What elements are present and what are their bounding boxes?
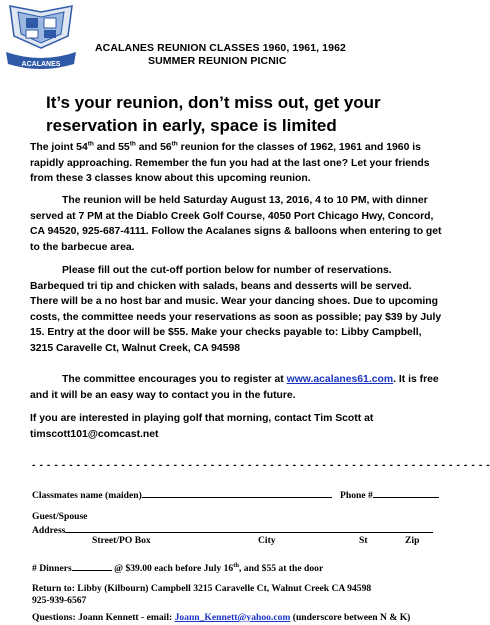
register-paragraph: The committee encourages you to register at www.acalanes61.com. It is free and it will be an easy way to contact you in the future. bbox=[30, 374, 439, 401]
city-label: City bbox=[258, 535, 276, 546]
guest-label: Guest/Spouse bbox=[32, 511, 88, 522]
headline: It’s your reunion, don’t miss out, get your reservation in early, space is limited bbox=[46, 93, 381, 135]
phone-field[interactable] bbox=[373, 488, 439, 498]
header-subtitle: SUMMER REUNION PICNIC bbox=[148, 55, 287, 67]
return-address-line: Return to: Libby (Kilbourn) Campbell 3215 Caravelle Ct, Walnut Creek CA 94598 bbox=[32, 583, 372, 594]
questions-email-link[interactable]: Joann_Kennett@yahoo.com bbox=[174, 612, 291, 623]
classmates-label: Classmates name (maiden) bbox=[32, 490, 142, 501]
cut-line: - - - - - - - - - - - - - - - - - - - - - - - - - - - - - - - - - - - - - - - - - - - - - - - - - - - - - - - - - - - - - - bbox=[32, 460, 490, 471]
event-paragraph: The reunion will be held Saturday August 13, 2016, 4 to 10 PM, with dinner served at 7 PM at the Diablo Creek Golf Course, 4050 Port Chicago Hwy, Concord, CA 94520, 925-687-4111. Follow the Acalanes signs & balloons when entering to get to the barbecue area. bbox=[30, 195, 442, 253]
classmates-name-field[interactable] bbox=[142, 488, 332, 498]
header-title: ACALANES REUNION CLASSES 1960, 1961, 1962 bbox=[95, 42, 346, 54]
acalanes-crest-icon bbox=[4, 2, 78, 76]
dinners-row: # Dinners @ $39.00 each before July 16th, and $55 at the door bbox=[32, 561, 324, 574]
address-label: Address bbox=[32, 525, 66, 536]
questions-line: Questions: Joann Kennett - email: Joann_Kennett@yahoo.com (underscore between N & K) bbox=[32, 612, 411, 623]
golf-paragraph: If you are interested in playing golf that morning, contact Tim Scott at timscott101@comcast.net bbox=[30, 413, 374, 440]
reservation-paragraph: Please fill out the cut-off portion below for number of reservations. Barbequed tri tip and chicken with salads, beans and desserts will be served. There will be a no host bar and music. Wear your dancing shoes. Due to upcoming costs, the committee needs your reservations as soon as possible; pay $39 by July 15. Entry at the door will be $55. Make your checks payable to: Libby Campbell, 3215 Caravelle Ct, Walnut Creek, CA 94598 bbox=[30, 265, 442, 354]
dinners-count-field[interactable] bbox=[72, 561, 112, 571]
street-label: Street/PO Box bbox=[92, 535, 151, 546]
crest-banner-text: ACALANES bbox=[21, 61, 61, 68]
return-phone-line: 925-939-6567 bbox=[32, 595, 87, 606]
zip-label: Zip bbox=[405, 535, 420, 546]
classmates-row bbox=[32, 488, 332, 501]
register-link[interactable]: www.acalanes61.com bbox=[286, 374, 394, 385]
phone-label: Phone # bbox=[340, 490, 373, 501]
phone-row bbox=[340, 488, 439, 501]
dinners-label: # Dinners bbox=[32, 563, 72, 574]
st-label: St bbox=[359, 535, 368, 546]
intro-paragraph: The joint 54th and 55th and 56th reunion for the classes of 1962, 1961 and 1960 is rapidly approaching. Remember the fun you had at the last one? Let your friends from these 3 classes know about this upcoming reunion. bbox=[30, 140, 430, 185]
address-field[interactable] bbox=[65, 523, 433, 533]
